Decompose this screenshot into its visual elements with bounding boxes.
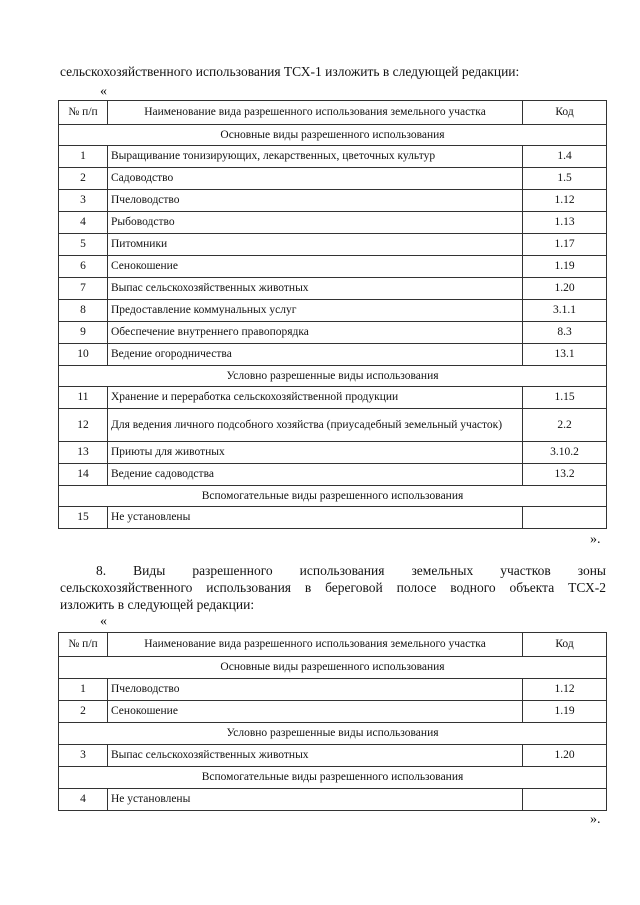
row-number: 2 xyxy=(59,168,108,190)
row-code: 1.20 xyxy=(523,278,607,300)
table-row xyxy=(59,212,607,234)
row-code: 13.2 xyxy=(523,464,607,486)
header-row xyxy=(59,633,607,657)
land-use-table-tsx1 xyxy=(58,100,607,529)
row-code: 2.2 xyxy=(523,409,607,442)
row-code: 1.13 xyxy=(523,212,607,234)
row-name: Выпас сельскохозяйственных животных xyxy=(108,278,523,300)
paragraph-8-line-3: изложить в следующей редакции: xyxy=(60,597,255,612)
paragraph-8-line-1: 8. Виды разрешенного использования земельных участков зоны xyxy=(96,563,606,578)
row-number: 3 xyxy=(59,190,108,212)
table-row xyxy=(59,278,607,300)
table-row xyxy=(59,679,607,701)
section-row xyxy=(59,767,607,789)
table-row xyxy=(59,256,607,278)
paragraph-8-line-2: сельскохозяйственного использования в береговой полосе водного объекта ТСХ-2 xyxy=(60,580,606,595)
header-number: № п/п xyxy=(59,101,108,125)
table-row xyxy=(59,701,607,723)
row-number: 15 xyxy=(59,507,108,529)
row-number: 7 xyxy=(59,278,108,300)
row-code: 1.15 xyxy=(523,387,607,409)
table-row xyxy=(59,745,607,767)
table-row xyxy=(59,464,607,486)
row-name: Выпас сельскохозяйственных животных xyxy=(108,745,523,767)
section-row xyxy=(59,657,607,679)
header-name: Наименование вида разрешенного использования земельного участка xyxy=(108,633,523,657)
row-name: Пчеловодство xyxy=(108,679,523,701)
row-number: 12 xyxy=(59,409,108,442)
intro-line: сельскохозяйственного использования ТСХ-1 изложить в следующей редакции: xyxy=(60,64,520,79)
paragraph-8 xyxy=(60,562,606,613)
section-title: Условно разрешенные виды использования xyxy=(59,723,607,745)
row-name: Рыбоводство xyxy=(108,212,523,234)
section-title: Вспомогательные виды разрешенного использования xyxy=(59,767,607,789)
row-code: 1.19 xyxy=(523,256,607,278)
row-name: Приюты для животных xyxy=(108,442,523,464)
row-name: Выращивание тонизирующих, лекарственных, цветочных культур xyxy=(108,146,523,168)
row-number: 8 xyxy=(59,300,108,322)
row-number: 11 xyxy=(59,387,108,409)
table-row xyxy=(59,234,607,256)
table-row xyxy=(59,146,607,168)
header-code: Код xyxy=(523,101,607,125)
table-row xyxy=(59,168,607,190)
quote-close-2: ». xyxy=(590,812,601,827)
row-code xyxy=(523,789,607,811)
row-number: 9 xyxy=(59,322,108,344)
table-row xyxy=(59,322,607,344)
table-row xyxy=(59,409,607,442)
section-row xyxy=(59,723,607,745)
table-row xyxy=(59,344,607,366)
row-name: Питомники xyxy=(108,234,523,256)
row-number: 14 xyxy=(59,464,108,486)
quote-open-1: « xyxy=(100,84,107,99)
header-number: № п/п xyxy=(59,633,108,657)
row-name: Садоводство xyxy=(108,168,523,190)
row-code: 1.12 xyxy=(523,679,607,701)
row-name: Обеспечение внутреннего правопорядка xyxy=(108,322,523,344)
row-code: 1.17 xyxy=(523,234,607,256)
row-name: Не установлены xyxy=(108,789,523,811)
row-number: 5 xyxy=(59,234,108,256)
row-code: 1.12 xyxy=(523,190,607,212)
section-title: Условно разрешенные виды использования xyxy=(59,366,607,387)
row-number: 6 xyxy=(59,256,108,278)
section-title: Основные виды разрешенного использования xyxy=(59,125,607,146)
row-number: 4 xyxy=(59,789,108,811)
row-number: 1 xyxy=(59,679,108,701)
table-row xyxy=(59,789,607,811)
table-row xyxy=(59,507,607,529)
row-code: 1.19 xyxy=(523,701,607,723)
row-number: 4 xyxy=(59,212,108,234)
section-row xyxy=(59,366,607,387)
row-number: 13 xyxy=(59,442,108,464)
header-name: Наименование вида разрешенного использования земельного участка xyxy=(108,101,523,125)
row-code: 1.4 xyxy=(523,146,607,168)
row-number: 10 xyxy=(59,344,108,366)
row-name: Для ведения личного подсобного хозяйства (приусадебный земельный участок) xyxy=(108,409,523,442)
section-row xyxy=(59,125,607,146)
table-row xyxy=(59,300,607,322)
row-code: 8.3 xyxy=(523,322,607,344)
row-number: 3 xyxy=(59,745,108,767)
row-code: 1.5 xyxy=(523,168,607,190)
section-row xyxy=(59,486,607,507)
row-code: 3.10.2 xyxy=(523,442,607,464)
row-name: Хранение и переработка сельскохозяйственной продукции xyxy=(108,387,523,409)
row-code: 13.1 xyxy=(523,344,607,366)
row-name: Сенокошение xyxy=(108,701,523,723)
row-name: Не установлены xyxy=(108,507,523,529)
row-name: Сенокошение xyxy=(108,256,523,278)
row-code: 1.20 xyxy=(523,745,607,767)
table-row xyxy=(59,442,607,464)
row-name: Пчеловодство xyxy=(108,190,523,212)
header-code: Код xyxy=(523,633,607,657)
section-title: Вспомогательные виды разрешенного использования xyxy=(59,486,607,507)
row-number: 2 xyxy=(59,701,108,723)
row-code xyxy=(523,507,607,529)
table-row xyxy=(59,190,607,212)
table-row xyxy=(59,387,607,409)
section-title: Основные виды разрешенного использования xyxy=(59,657,607,679)
land-use-table-tsx2 xyxy=(58,632,607,811)
row-name: Предоставление коммунальных услуг xyxy=(108,300,523,322)
row-name: Ведение садоводства xyxy=(108,464,523,486)
header-row xyxy=(59,101,607,125)
quote-close-1: ». xyxy=(590,532,601,547)
row-name: Ведение огородничества xyxy=(108,344,523,366)
row-number: 1 xyxy=(59,146,108,168)
row-code: 3.1.1 xyxy=(523,300,607,322)
quote-open-2: « xyxy=(100,614,107,629)
